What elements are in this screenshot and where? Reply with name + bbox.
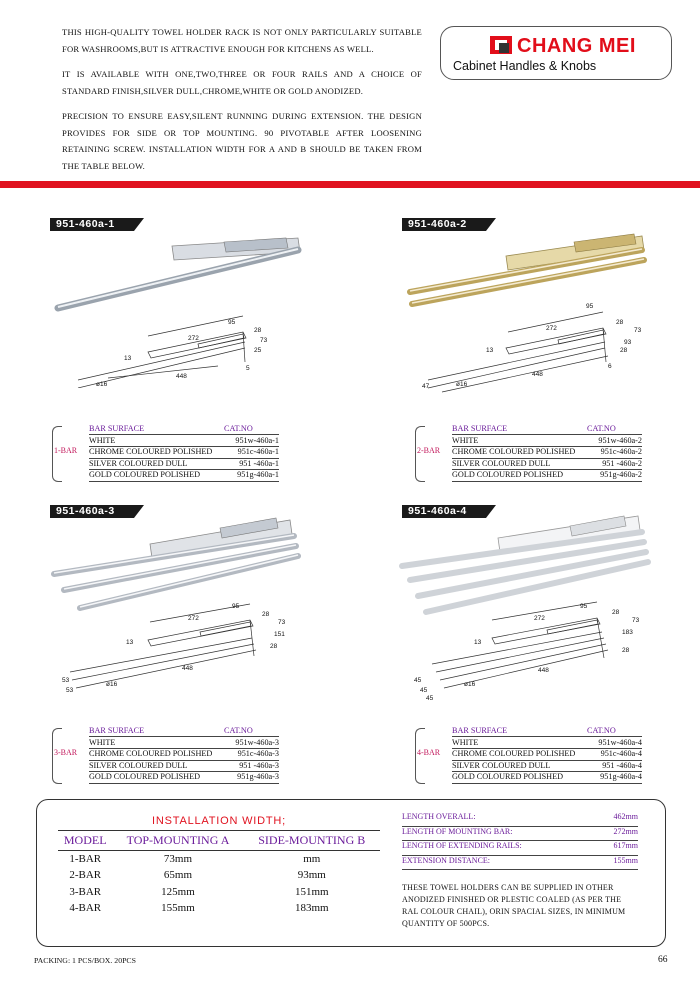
dim-label: 13 [486,347,494,354]
surface-name: CHROME COLOURED POLISHED [89,749,213,758]
product-code-tag: 951-460a-4 [402,505,486,518]
table-cell: 65mm [163,869,193,881]
dim-label: 95 [228,319,236,326]
dim-label: 73 [260,337,268,344]
cat-number: 951g-460a-2 [600,470,642,479]
red-divider-bar [0,181,700,188]
cat-number: 951 -460a-1 [239,458,279,468]
table-cell: 151mm [294,885,329,898]
surface-name: CHROME COLOURED POLISHED [89,447,213,456]
surface-name: CHROME COLOURED POLISHED [452,749,576,758]
spec-row [89,436,279,448]
table-cell: 93mm [297,869,326,881]
table-cell: 73mm [163,852,193,865]
dim-label: ø16 [464,681,476,688]
dim-label: 45 [426,695,434,702]
dim-label: 6 [608,363,612,370]
dimension-drawing [70,604,256,688]
spec-row [452,470,642,482]
cat-number: 951 -460a-4 [602,760,642,770]
product-drawing-4bar [392,512,660,702]
intro-text [62,24,422,183]
towel-rail-photo [410,234,644,304]
table-cell: 4-BAR [69,902,102,914]
spec-row [452,761,642,773]
spec-row [89,772,279,784]
dim-label: 73 [278,619,286,626]
dim-label: 28 [622,647,630,654]
surface-name: SILVER COLOURED DULL [452,458,551,468]
table-cell: 3-BAR [69,885,102,898]
length-label: LENGTH OF MOUNTING BAR: [402,826,513,836]
dim-label: 28 [270,643,278,650]
cat-number: 951w-460a-4 [598,737,642,747]
cat-number: 951 -460a-2 [602,458,642,468]
length-row [402,812,638,827]
spec-row [452,749,642,761]
length-row [402,856,638,871]
spec-row [89,470,279,482]
surface-name: WHITE [89,435,116,445]
dim-label: 13 [124,355,132,362]
cat-number: 951w-460a-3 [235,737,279,747]
dim-label: 13 [474,639,482,646]
dim-label: 448 [182,665,193,672]
length-specs [402,812,638,930]
dim-label: ø16 [456,381,468,388]
length-value: 155mm [613,855,638,865]
header-catno: CAT.NO [224,726,253,735]
dim-label: 448 [538,667,549,674]
table-row [58,884,380,901]
spec-header [89,726,279,737]
header-catno: CAT.NO [224,424,253,433]
dim-label: 5 [246,365,250,372]
dim-label: 45 [414,677,422,684]
surface-name: GOLD COLOURED POLISHED [452,470,563,479]
supply-note: THESE TOWEL HOLDERS CAN BE SUPPLIED IN OTHER ANODIZED FINISHED OR PLESTIC COALED (AS PER THE RAL COLOUR CHAIL), ORIN SPACIAL SIZES, IN MINIMUM QUANTITY OF 500PCS. [402,883,626,928]
dim-label: 28 [616,319,624,326]
product-drawing-2bar [398,228,658,393]
page-number: 66 [658,955,668,965]
length-label: LENGTH OF EXTENDING RAILS: [402,841,522,850]
dim-label: 272 [188,615,199,622]
cat-number: 951w-460a-1 [235,435,279,445]
dim-label: 28 [254,327,262,334]
table-cell: 155mm [161,902,195,914]
dim-label: 448 [176,373,187,380]
surface-name: SILVER COLOURED DULL [89,458,188,468]
surface-name: WHITE [89,737,116,747]
header-surface: BAR SURFACE [452,424,508,433]
spec-row [452,738,642,750]
cat-number: 951g-460a-1 [237,470,279,479]
installation-title: INSTALLATION WIDTH; [58,815,380,831]
dim-label: 47 [422,383,430,390]
table-cell: mm [303,852,321,865]
towel-rail-photo [402,516,648,612]
length-label: LENGTH OVERALL: [402,812,476,821]
dim-label: 28 [262,611,270,618]
logo-tagline: Cabinet Handles & Knobs [453,59,597,73]
cat-number: 951c-460a-4 [600,749,642,758]
dim-label: 28 [612,609,620,616]
surface-name: CHROME COLOURED POLISHED [452,447,576,456]
spec-header [452,424,642,435]
dim-label: 95 [580,603,588,610]
table-cell: 125mm [161,885,195,898]
length-value: 617mm [613,841,638,850]
logo-brand-name: CHANG MEI [517,35,636,57]
dimension-drawing [432,602,608,688]
length-row [402,827,638,842]
header-catno: CAT.NO [587,424,616,433]
dim-label: 93 [624,339,632,346]
spec-row [89,749,279,761]
dim-label: 28 [620,347,628,354]
header-surface: BAR SURFACE [89,424,145,433]
brand-logo [440,26,672,80]
dim-label: ø16 [96,381,108,388]
product-code-tag: 951-460a-3 [50,505,134,518]
dim-label: 73 [634,327,642,334]
spec-row [452,459,642,471]
intro-paragraph-3: PRECISION TO ENSURE EASY,SILENT RUNNING DURING EXTENSION. THE DESIGN PROVIDES FOR SIDE OR TOP MOUNTING. 90 PIVOTABLE AFTER LOOSENING RETAINING SCREW. INSTALLATION WIDTH FOR A AND B SHOULD BE TAKEN FROM THE TABLE BELOW. [62,111,422,171]
dim-label: 151 [274,631,285,638]
spec-row [89,459,279,471]
bar-count-label: 2-BAR [417,446,441,455]
dimension-drawing [428,312,608,392]
spec-row [452,436,642,448]
spec-table-3bar [52,726,282,784]
dimension-drawing [78,316,246,388]
table-cell: 2-BAR [69,869,102,881]
spec-row [89,761,279,773]
towel-rail-photo [58,238,300,308]
surface-name: WHITE [452,435,479,445]
spec-table-2bar [415,424,645,482]
surface-name: SILVER COLOURED DULL [89,760,188,770]
surface-name: SILVER COLOURED DULL [452,760,551,770]
logo-mark-icon [489,34,515,56]
dim-label: 95 [232,603,240,610]
dim-label: 53 [66,687,74,694]
dim-label: 272 [546,325,557,332]
spec-row [452,447,642,459]
length-value: 272mm [613,826,638,836]
dim-label: 183 [622,629,633,636]
intro-paragraph-2: IT IS AVAILABLE WITH ONE,TWO,THREE OR FOUR RAILS AND A CHOICE OF STANDARD FINISH,SILVER DULL,CHROME,WHITE OR GOLD ANODIZED. [62,69,422,96]
intro-paragraph-1: THIS HIGH-QUALITY TOWEL HOLDER RACK IS NOT ONLY PARTICULARLY SUITABLE FOR WASHROOMS,BUT IS ATTRACTIVE ENOUGH FOR KITCHENS AS WELL. [62,27,422,54]
table-cell: 183mm [294,902,329,914]
spec-row [89,447,279,459]
dim-label: ø16 [106,681,118,688]
cat-number: 951c-460a-2 [600,447,642,456]
dim-label: 95 [586,303,594,310]
table-cell: 1-BAR [69,852,102,865]
surface-name: GOLD COLOURED POLISHED [89,470,200,479]
product-drawing-3bar [40,512,305,700]
dim-label: 272 [188,335,199,342]
length-label: EXTENSION DISTANCE: [402,855,491,865]
cat-number: 951c-460a-3 [237,749,279,758]
spec-table-4bar [415,726,645,784]
cat-number: 951w-460a-2 [598,435,642,445]
surface-name: GOLD COLOURED POLISHED [452,772,563,781]
cat-number: 951g-460a-4 [600,772,642,781]
product-drawing-1bar [48,228,308,388]
surface-name: GOLD COLOURED POLISHED [89,772,200,781]
length-value: 462mm [613,812,638,821]
table-header-row [58,831,380,851]
spec-header [452,726,642,737]
table-row [58,851,380,868]
spec-row [452,772,642,784]
cat-number: 951 -460a-3 [239,760,279,770]
bar-count-label: 1-BAR [54,446,78,455]
installation-width-table [58,815,380,917]
header-surface: BAR SURFACE [89,726,145,735]
header-catno: CAT.NO [587,726,616,735]
product-code-tag: 951-460a-2 [402,218,486,231]
spec-row [89,738,279,750]
surface-name: WHITE [452,737,479,747]
cat-number: 951g-460a-3 [237,772,279,781]
dim-label: 448 [532,371,543,378]
dim-label: 45 [420,687,428,694]
spec-table-1bar [52,424,282,482]
table-row [58,868,380,885]
product-code-tag: 951-460a-1 [50,218,134,231]
dim-label: 53 [62,677,70,684]
bar-count-label: 3-BAR [54,748,78,757]
dim-label: 73 [632,617,640,624]
col-model: MODEL [58,831,112,851]
length-row [402,841,638,856]
packing-info: PACKING: 1 PCS/BOX. 20PCS [34,956,136,965]
bar-count-label: 4-BAR [417,748,441,757]
towel-rail-photo [54,518,298,608]
installation-table [58,831,380,917]
table-row [58,901,380,918]
dim-label: 25 [254,347,262,354]
col-top-mounting: TOP-MOUNTING A [112,831,243,851]
dim-label: 13 [126,639,134,646]
cat-number: 951c-460a-1 [237,447,279,456]
dim-label: 272 [534,615,545,622]
header-surface: BAR SURFACE [452,726,508,735]
col-side-mounting: SIDE-MOUNTING B [244,831,380,851]
spec-header [89,424,279,435]
